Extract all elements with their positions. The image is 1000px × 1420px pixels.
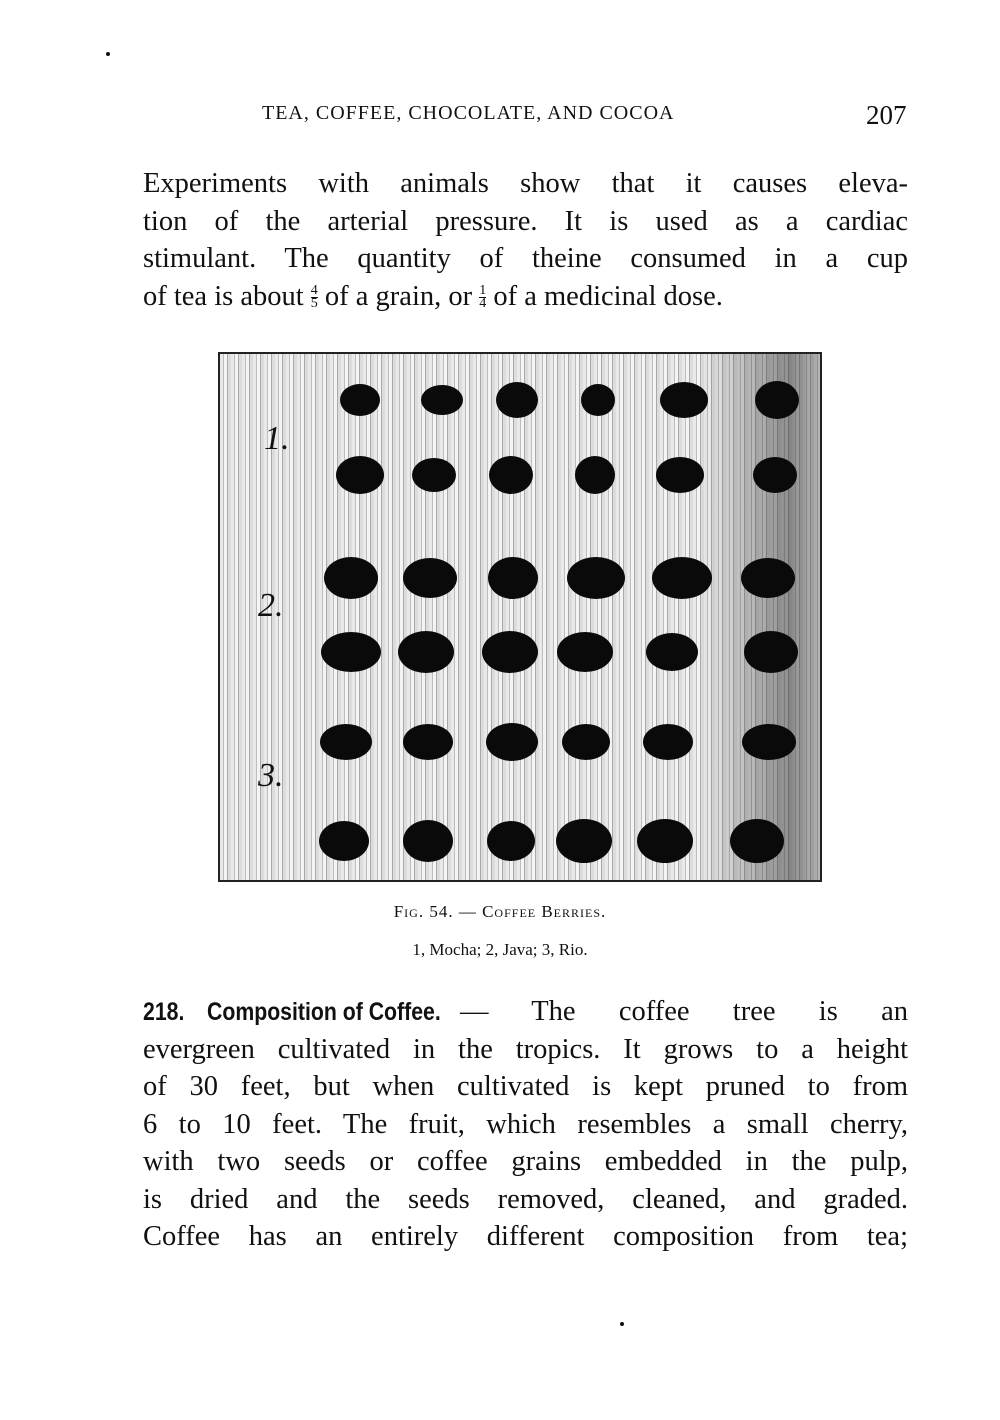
coffee-berry	[581, 384, 615, 416]
row-label: 2.	[258, 587, 284, 624]
coffee-berry	[482, 631, 538, 673]
coffee-berry	[562, 724, 610, 760]
denominator: 4	[479, 296, 487, 312]
text-line: is dried and the seeds removed, cleaned, and graded.	[143, 1183, 908, 1215]
text-line: Coffee has an entirely different composition from tea;	[143, 1221, 908, 1252]
denominator: 5	[310, 296, 318, 312]
scan-speck	[620, 1322, 624, 1326]
text-line: tion of the arterial pressure. It is used as a cardiac	[143, 205, 908, 237]
berries-photo	[220, 354, 822, 882]
coffee-berry	[637, 819, 693, 863]
fraction-four-fifths	[311, 285, 318, 310]
row-label: 3.	[258, 757, 284, 794]
coffee-berry	[324, 557, 378, 599]
fraction-one-quarter	[479, 285, 486, 310]
text-line	[143, 993, 908, 1031]
text-line: of 30 feet, but when cultivated is kept pruned to from	[143, 1071, 908, 1102]
coffee-berry	[557, 632, 613, 672]
text: — The coffee tree is an	[459, 996, 908, 1027]
page-number: 207	[866, 100, 907, 130]
coffee-berry	[646, 633, 698, 671]
scan-speck	[106, 52, 110, 56]
section-number: 218.	[143, 998, 185, 1026]
coffee-berry	[755, 381, 799, 419]
numerator: 1	[479, 283, 487, 299]
text-line: 6 to 10 feet. The fruit, which resembles a small cherry,	[143, 1108, 908, 1140]
row-label: 1.	[264, 420, 290, 457]
coffee-berry	[487, 821, 535, 861]
figure-caption-title: Fig. 54. — Coffee Berries.	[393, 902, 607, 921]
coffee-berry	[567, 557, 625, 599]
coffee-berry	[742, 724, 796, 760]
coffee-berry	[730, 819, 784, 863]
section-heading: Composition of Coffee.	[207, 998, 441, 1026]
coffee-berry	[319, 821, 369, 861]
coffee-berry	[403, 558, 457, 598]
coffee-berry	[412, 458, 456, 492]
coffee-berry	[488, 557, 538, 599]
coffee-berry	[403, 724, 453, 760]
coffee-berry	[321, 632, 381, 672]
coffee-berry	[575, 456, 615, 494]
coffee-berry	[486, 723, 538, 761]
text-line: Experiments with animals show that it causes eleva-	[143, 168, 908, 199]
coffee-berry	[489, 456, 533, 494]
coffee-berry	[340, 384, 380, 416]
coffee-berry	[652, 557, 712, 599]
coffee-berry	[403, 820, 453, 862]
text: of a medicinal dose.	[493, 280, 723, 312]
text-line: with two seeds or coffee grains embedded in the pulp,	[143, 1146, 908, 1177]
text-line: evergreen cultivated in the tropics. It grows to a height	[143, 1033, 908, 1065]
coffee-berry	[320, 724, 372, 760]
coffee-berry	[753, 457, 797, 493]
coffee-berry	[421, 385, 463, 415]
coffee-berry	[398, 631, 454, 673]
numerator: 4	[310, 283, 318, 299]
coffee-berry	[660, 382, 708, 418]
coffee-berry	[336, 456, 384, 494]
text: of a grain, or	[324, 280, 473, 312]
figure-caption-legend: 1, Mocha; 2, Java; 3, Rio.	[412, 940, 588, 959]
coffee-berry	[741, 558, 795, 598]
text: of tea is about	[143, 280, 304, 312]
coffee-berries-figure	[218, 352, 822, 882]
coffee-berry	[656, 457, 704, 493]
running-head: TEA, COFFEE, CHOCOLATE, AND COCOA	[262, 102, 675, 124]
text-line: stimulant. The quantity of theine consumed in a cup	[143, 243, 908, 274]
coffee-berry	[556, 819, 612, 863]
paragraph-theine	[143, 165, 908, 315]
coffee-berry	[744, 631, 798, 673]
text-line	[143, 278, 908, 316]
paragraph-composition-of-coffee	[143, 993, 908, 1256]
coffee-berry	[496, 382, 538, 418]
coffee-berry	[643, 724, 693, 760]
